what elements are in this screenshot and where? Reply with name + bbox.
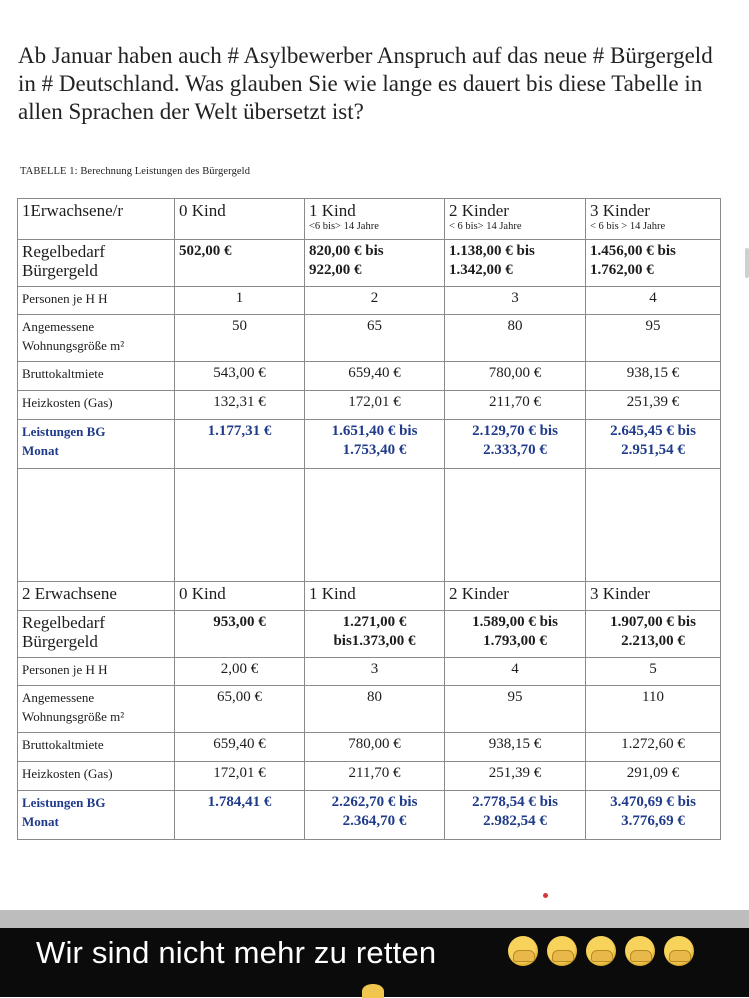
post-text: Ab Januar haben auch # Asylbewerber Anspruch auf das neue # Bürgergeld in # Deutschland. Was glauben Sie wie lange es dauert bis diese Tabelle in allen Sprachen der Welt übersetzt ist? <box>18 43 713 124</box>
cell: 1.651,40 € bis 1.753,40 € <box>305 420 445 469</box>
row-label-regelbedarf: Regelbedarf Bürgergeld <box>18 611 175 658</box>
facepalm-icon <box>547 936 577 966</box>
table-row <box>18 582 721 611</box>
table-row <box>18 240 721 287</box>
table-row <box>18 199 721 240</box>
age-range-note: <6 bis> 14 Jahre <box>309 221 379 232</box>
cell: 3.470,69 € bis 3.776,69 € <box>586 791 721 840</box>
cell: 65,00 € <box>175 686 305 733</box>
section2-header-c3: 2 Kinder <box>445 582 586 611</box>
facepalm-icon <box>508 936 538 966</box>
table-row <box>18 658 721 686</box>
section1-header-c3: 2 Kinder < 6 bis> 14 Jahre <box>445 199 586 240</box>
row-label-heizkosten: Heizkosten (Gas) <box>18 391 175 420</box>
cell: 2.129,70 € bis 2.333,70 € <box>445 420 586 469</box>
cell: 172,01 € <box>175 762 305 791</box>
cell: 1.589,00 € bis 1.793,00 € <box>445 611 586 658</box>
cell: 65 <box>305 315 445 362</box>
cell: 291,09 € <box>586 762 721 791</box>
section1-header-c1: 0 Kind <box>175 199 305 240</box>
cell: 211,70 € <box>445 391 586 420</box>
cell: 132,31 € <box>175 391 305 420</box>
cell: 1.907,00 € bis 2.213,00 € <box>586 611 721 658</box>
divider-band <box>0 910 749 928</box>
cell: 251,39 € <box>445 762 586 791</box>
cell: 2,00 € <box>175 658 305 686</box>
table-row <box>18 420 721 469</box>
section1-header-label: 1Erwachsene/r <box>18 199 175 240</box>
red-dot-marker <box>543 893 548 898</box>
cell: 938,15 € <box>586 362 721 391</box>
cell: 4 <box>586 287 721 315</box>
cell: 938,15 € <box>445 733 586 762</box>
cell: 95 <box>445 686 586 733</box>
cell: 3 <box>305 658 445 686</box>
facepalm-icon <box>664 936 694 966</box>
cell: 2 <box>305 287 445 315</box>
table-caption: TABELLE 1: Berechnung Leistungen des Bürgergeld <box>20 166 251 177</box>
cell: 780,00 € <box>445 362 586 391</box>
row-label-bruttokaltmiete: Bruttokaltmiete <box>18 362 175 391</box>
cell: 1.784,41 € <box>175 791 305 840</box>
cell: 1 <box>175 287 305 315</box>
facepalm-icon <box>362 984 384 998</box>
cell: 50 <box>175 315 305 362</box>
table-row-empty <box>18 469 721 582</box>
section2-header-c1: 0 Kind <box>175 582 305 611</box>
empty-cell <box>305 469 445 582</box>
cell: 5 <box>586 658 721 686</box>
row-label-wohnungsgroesse: Angemessene Wohnungsgröße m² <box>18 315 175 362</box>
table-row <box>18 287 721 315</box>
row-label-personen: Personen je H H <box>18 287 175 315</box>
cell: 780,00 € <box>305 733 445 762</box>
cell: 172,01 € <box>305 391 445 420</box>
empty-cell <box>18 469 175 582</box>
cell: 2.645,45 € bis 2.951,54 € <box>586 420 721 469</box>
table-row <box>18 362 721 391</box>
cell: 543,00 € <box>175 362 305 391</box>
cell: 1.177,31 € <box>175 420 305 469</box>
cell: 2.262,70 € bis 2.364,70 € <box>305 791 445 840</box>
section2-header-c2: 1 Kind <box>305 582 445 611</box>
row-label-personen: Personen je H H <box>18 658 175 686</box>
cell: 2.778,54 € bis 2.982,54 € <box>445 791 586 840</box>
cell: 80 <box>305 686 445 733</box>
overlay-caption: Wir sind nicht mehr zu retten <box>36 935 437 970</box>
row-label-heizkosten: Heizkosten (Gas) <box>18 762 175 791</box>
row-label-regelbedarf: Regelbedarf Bürgergeld <box>18 240 175 287</box>
cell: 659,40 € <box>175 733 305 762</box>
cell: 95 <box>586 315 721 362</box>
table-row <box>18 733 721 762</box>
cell: 211,70 € <box>305 762 445 791</box>
row-label-wohnungsgroesse: Angemessene Wohnungsgröße m² <box>18 686 175 733</box>
table-row <box>18 791 721 840</box>
empty-cell <box>586 469 721 582</box>
cell: 251,39 € <box>586 391 721 420</box>
cell: 953,00 € <box>175 611 305 658</box>
cell: 502,00 € <box>175 240 305 287</box>
section1-header-c2: 1 Kind <6 bis> 14 Jahre <box>305 199 445 240</box>
cell: 4 <box>445 658 586 686</box>
cell: 820,00 € bis 922,00 € <box>305 240 445 287</box>
table-row <box>18 391 721 420</box>
empty-cell <box>175 469 305 582</box>
cell: 659,40 € <box>305 362 445 391</box>
table-row <box>18 762 721 791</box>
age-range-note: < 6 bis > 14 Jahre <box>590 221 666 232</box>
cell: 1.272,60 € <box>586 733 721 762</box>
cell: 110 <box>586 686 721 733</box>
row-label-leistungen: Leistungen BG Monat <box>18 420 175 469</box>
facepalm-icon <box>625 936 655 966</box>
empty-cell <box>445 469 586 582</box>
table-row <box>18 611 721 658</box>
cell: 1.271,00 € bis1.373,00 € <box>305 611 445 658</box>
facepalm-icon <box>586 936 616 966</box>
age-range-note: < 6 bis> 14 Jahre <box>449 221 522 232</box>
row-label-bruttokaltmiete: Bruttokaltmiete <box>18 733 175 762</box>
cell: 3 <box>445 287 586 315</box>
cell: 1.138,00 € bis 1.342,00 € <box>445 240 586 287</box>
table-row <box>18 686 721 733</box>
row-label-leistungen: Leistungen BG Monat <box>18 791 175 840</box>
cell: 80 <box>445 315 586 362</box>
buergergeld-table <box>17 198 721 840</box>
emoji-row <box>508 936 694 966</box>
scroll-indicator[interactable] <box>745 248 749 278</box>
table-row <box>18 315 721 362</box>
section1-header-c4: 3 Kinder < 6 bis > 14 Jahre <box>586 199 721 240</box>
section2-header-c4: 3 Kinder <box>586 582 721 611</box>
section2-header-label: 2 Erwachsene <box>18 582 175 611</box>
cell: 1.456,00 € bis 1.762,00 € <box>586 240 721 287</box>
